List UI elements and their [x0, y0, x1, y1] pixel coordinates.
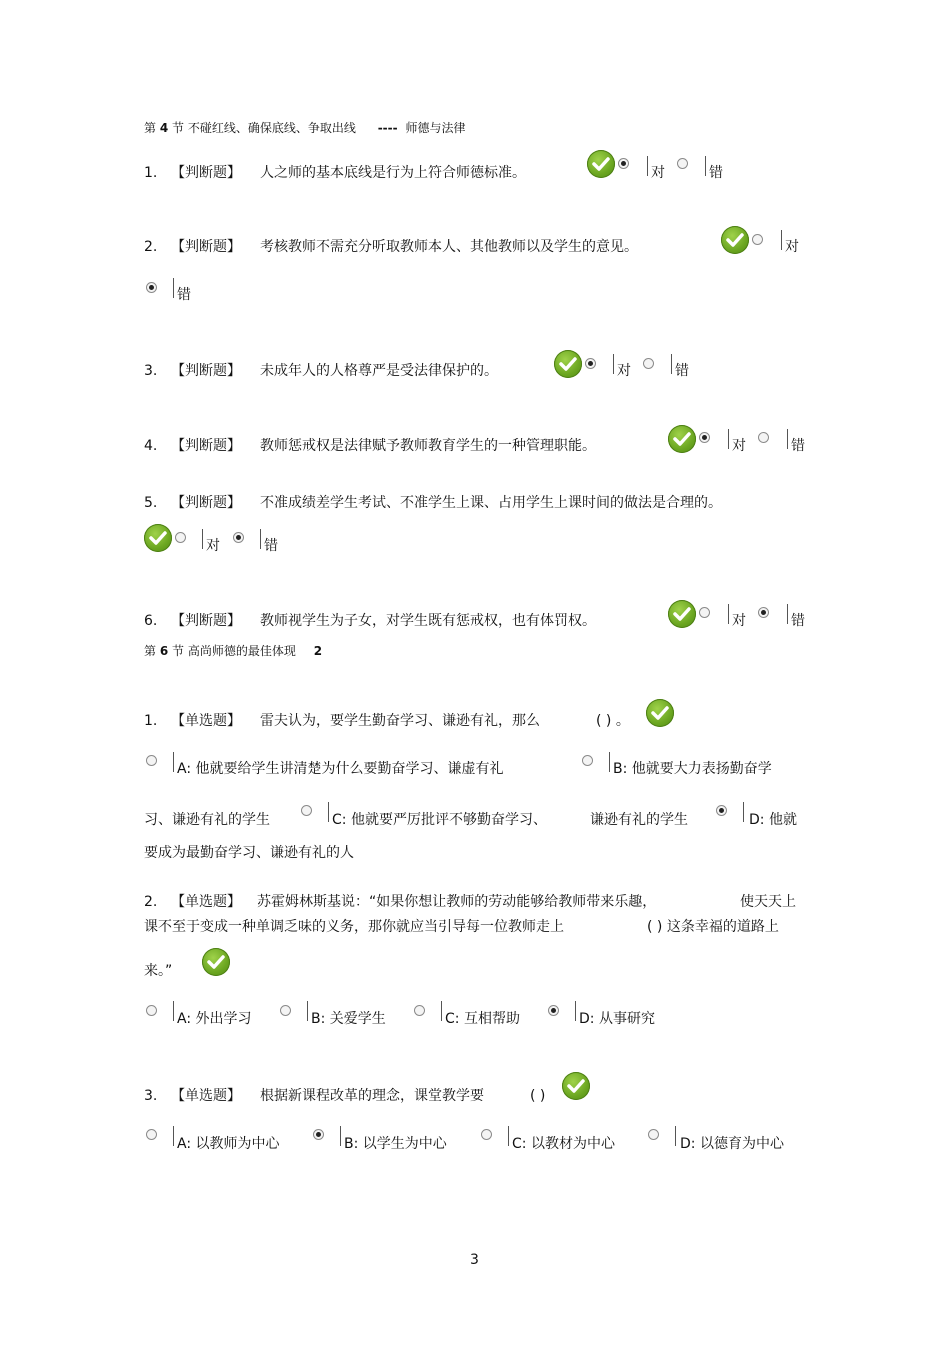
- mc-q2-radio-b[interactable]: [280, 1005, 291, 1016]
- mc-q1-radio-d[interactable]: [716, 805, 727, 816]
- divider: [307, 1001, 308, 1021]
- tf-q5-text: 不准成绩差学生考试、不准学生上课、占用学生上课时间的做法是合理的。: [260, 495, 722, 511]
- tf-q1-radio-false[interactable]: [677, 158, 688, 169]
- mc-q2-type: 【单选题】: [171, 894, 241, 910]
- mc-q2-radio-d[interactable]: [548, 1005, 559, 1016]
- divider: [705, 156, 706, 176]
- mc-q2-text-line2b: ( ) 这条幸福的道路上: [647, 919, 779, 935]
- tf-q1-opt-false-label: 错: [709, 165, 723, 181]
- mc-q2-text-line2: 课不至于变成一种单调乏味的义务，那你就应当引导每一位教师走上: [144, 919, 564, 935]
- tf-q2-radio-false[interactable]: [146, 282, 157, 293]
- tf-q3-type: 【判断题】: [171, 363, 241, 379]
- mc-q2-opt-b: B: 关爱学生: [311, 1011, 386, 1027]
- tf-q4-type: 【判断题】: [171, 438, 241, 454]
- mc-q2-opt-c: C: 互相帮助: [445, 1011, 520, 1027]
- divider: [609, 752, 610, 772]
- tf-q6-radio-true[interactable]: [699, 607, 710, 618]
- mc-q1-opt-d-line2: 要成为最勤奋学习、谦逊有礼的人: [144, 845, 354, 861]
- tf-q5-opt-false-label: 错: [264, 538, 278, 554]
- mc-q3-opt-c: C: 以教材为中心: [512, 1136, 615, 1152]
- section-prefix: 第: [144, 644, 157, 658]
- mc-q2-text-line3: 来。”: [144, 963, 173, 979]
- mc-q1-opt-c-line1: C: 他就要严厉批评不够勤奋学习、: [332, 812, 547, 828]
- mc-q3-radio-b[interactable]: [313, 1129, 324, 1140]
- tf-q6-type: 【判断题】: [171, 613, 241, 629]
- tf-q3-opt-false-label: 错: [675, 363, 689, 379]
- mc-q1-blank: ( ) 。: [596, 713, 630, 729]
- tf-q4-number: 4.: [144, 438, 158, 454]
- divider: [671, 354, 672, 374]
- correct-check-icon: [721, 226, 749, 254]
- tf-q3-text: 未成年人的人格尊严是受法律保护的。: [260, 363, 498, 379]
- divider: [441, 1001, 442, 1021]
- mc-q1-radio-a[interactable]: [146, 755, 157, 766]
- mc-q1-number: 1.: [144, 713, 158, 729]
- tf-q5-number: 5.: [144, 495, 158, 511]
- correct-check-icon: [646, 699, 674, 727]
- correct-check-icon: [587, 150, 615, 178]
- tf-q4-radio-false[interactable]: [758, 432, 769, 443]
- section-6-header: [144, 643, 322, 659]
- tf-q2-opt-false-label: 错: [177, 287, 191, 303]
- mc-q3-text: 根据新课程改革的理念，课堂教学要: [260, 1088, 484, 1104]
- correct-check-icon: [562, 1072, 590, 1100]
- page-number: 3: [470, 1252, 479, 1268]
- section-subtitle: 师德与法律: [405, 121, 466, 135]
- tf-q1-radio-true[interactable]: [618, 158, 629, 169]
- tf-q6-text: 教师视学生为子女，对学生既有惩戒权，也有体罚权。: [260, 613, 596, 629]
- divider: [328, 802, 329, 822]
- tf-q5-radio-false[interactable]: [233, 532, 244, 543]
- mc-q3-opt-d: D: 以德育为中心: [680, 1136, 784, 1152]
- section-prefix: 第: [144, 121, 157, 135]
- divider: [743, 802, 744, 822]
- section-suffix: 2: [313, 644, 323, 658]
- mc-q2-radio-a[interactable]: [146, 1005, 157, 1016]
- tf-q6-number: 6.: [144, 613, 158, 629]
- tf-q4-opt-false-label: 错: [791, 438, 805, 454]
- tf-q1-opt-true-label: 对: [651, 165, 665, 181]
- mc-q3-type: 【单选题】: [171, 1088, 241, 1104]
- divider: [647, 156, 648, 176]
- tf-q6-opt-true-label: 对: [732, 613, 746, 629]
- divider: [340, 1126, 341, 1146]
- mc-q3-blank: ( ): [530, 1088, 546, 1104]
- section-number: 4: [159, 121, 169, 135]
- mc-q3-opt-a: A: 以教师为中心: [177, 1136, 280, 1152]
- mc-q3-radio-c[interactable]: [481, 1129, 492, 1140]
- mc-q3-number: 3.: [144, 1088, 158, 1104]
- tf-q6-opt-false-label: 错: [791, 613, 805, 629]
- correct-check-icon: [202, 948, 230, 976]
- tf-q2-type: 【判断题】: [171, 239, 241, 255]
- divider: [202, 529, 203, 549]
- mc-q1-opt-d-line1: D: 他就: [749, 812, 797, 828]
- tf-q4-text: 教师惩戒权是法律赋予教师教育学生的一种管理职能。: [260, 438, 596, 454]
- tf-q3-radio-true[interactable]: [585, 358, 596, 369]
- tf-q5-opt-true-label: 对: [206, 538, 220, 554]
- divider: [173, 278, 174, 298]
- divider: [575, 1001, 576, 1021]
- mc-q2-opt-d: D: 从事研究: [579, 1011, 655, 1027]
- divider: [781, 230, 782, 250]
- section-number: 6: [159, 644, 169, 658]
- mc-q1-opt-a: A: 他就要给学生讲清楚为什么要勤奋学习、谦虚有礼: [177, 761, 504, 777]
- mc-q1-opt-c-line2: 谦逊有礼的学生: [590, 812, 688, 828]
- tf-q1-number: 1.: [144, 165, 158, 181]
- divider: [508, 1126, 509, 1146]
- tf-q1-type: 【判断题】: [171, 165, 241, 181]
- divider: [787, 429, 788, 449]
- divider: [173, 1126, 174, 1146]
- mc-q2-text-line1: 苏霍姆林斯基说：“如果你想让教师的劳动能够给教师带来乐趣，: [257, 894, 657, 910]
- mc-q2-text-line1b: 使天天上: [740, 894, 796, 910]
- mc-q1-text: 雷夫认为，要学生勤奋学习、谦逊有礼，那么: [260, 713, 540, 729]
- tf-q4-radio-true[interactable]: [699, 432, 710, 443]
- mc-q1-radio-c[interactable]: [301, 805, 312, 816]
- tf-q2-number: 2.: [144, 239, 158, 255]
- mc-q3-radio-a[interactable]: [146, 1129, 157, 1140]
- correct-check-icon: [554, 350, 582, 378]
- tf-q1-text: 人之师的基本底线是行为上符合师德标准。: [260, 165, 526, 181]
- mc-q3-radio-d[interactable]: [648, 1129, 659, 1140]
- mc-q2-radio-c[interactable]: [414, 1005, 425, 1016]
- tf-q6-radio-false[interactable]: [758, 607, 769, 618]
- tf-q2-radio-true[interactable]: [752, 234, 763, 245]
- tf-q3-radio-false[interactable]: [643, 358, 654, 369]
- mc-q1-radio-b[interactable]: [582, 755, 593, 766]
- divider: [613, 354, 614, 374]
- divider: [728, 604, 729, 624]
- tf-q5-radio-true[interactable]: [175, 532, 186, 543]
- section-4-header: [144, 120, 465, 136]
- section-title: 节 不碰红线、确保底线、争取出线: [172, 121, 356, 135]
- divider: [787, 604, 788, 624]
- divider: [675, 1126, 676, 1146]
- correct-check-icon: [668, 600, 696, 628]
- divider: [728, 429, 729, 449]
- mc-q2-opt-a: A: 外出学习: [177, 1011, 252, 1027]
- divider: [260, 529, 261, 549]
- tf-q3-opt-true-label: 对: [617, 363, 631, 379]
- mc-q1-type: 【单选题】: [171, 713, 241, 729]
- mc-q3-opt-b: B: 以学生为中心: [344, 1136, 447, 1152]
- tf-q3-number: 3.: [144, 363, 158, 379]
- section-title: 节 高尚师德的最佳体现: [172, 644, 296, 658]
- section-dash: ----: [377, 121, 398, 135]
- tf-q2-text: 考核教师不需充分听取教师本人、其他教师以及学生的意见。: [260, 239, 638, 255]
- tf-q4-opt-true-label: 对: [732, 438, 746, 454]
- correct-check-icon: [668, 425, 696, 453]
- tf-q5-type: 【判断题】: [171, 495, 241, 511]
- divider: [173, 1001, 174, 1021]
- correct-check-icon: [144, 524, 172, 552]
- mc-q1-opt-b-line1: B: 他就要大力表扬勤奋学: [613, 761, 772, 777]
- mc-q1-opt-b-line2: 习、谦逊有礼的学生: [144, 812, 270, 828]
- mc-q2-number: 2.: [144, 894, 158, 910]
- tf-q2-opt-true-label: 对: [785, 239, 799, 255]
- divider: [173, 752, 174, 772]
